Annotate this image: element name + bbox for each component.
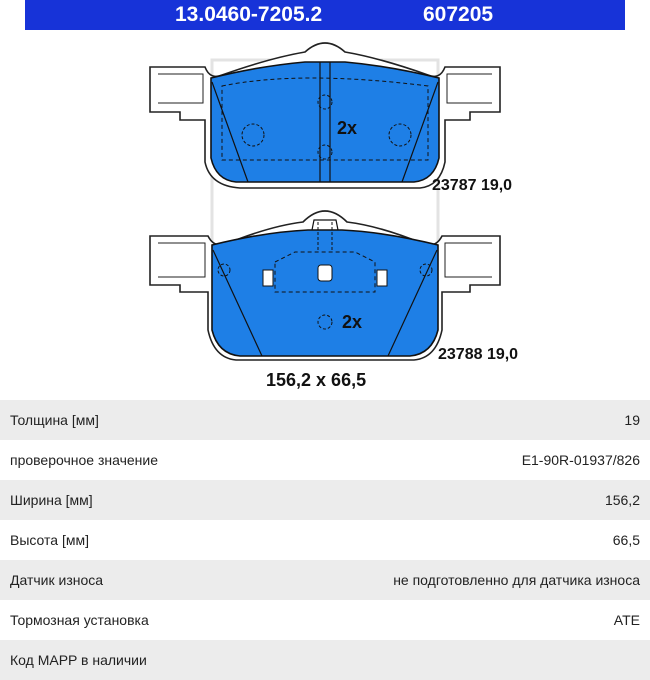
table-row	[0, 480, 650, 520]
bottom-pad-quantity: 2x	[342, 312, 363, 332]
spec-label: Код MAPP в наличии	[0, 640, 251, 680]
table-row	[0, 640, 650, 680]
spec-label: Толщина [мм]	[0, 400, 251, 440]
bottom-pad-friction	[212, 230, 438, 356]
table-row	[0, 440, 650, 480]
spec-label: Высота [мм]	[0, 520, 251, 560]
spec-value: 156,2	[251, 480, 650, 520]
pad-dimensions: 156,2 x 66,5	[266, 370, 367, 390]
spec-value: ATE	[251, 600, 650, 640]
bottom-brake-pad	[150, 211, 500, 360]
part-number: 13.0460-7205.2	[175, 3, 323, 26]
spec-value: не подготовленно для датчика износа	[251, 560, 650, 600]
spec-label: проверочное значение	[0, 440, 251, 480]
table-row	[0, 560, 650, 600]
spec-value: 19	[251, 400, 650, 440]
spec-value: 66,5	[251, 520, 650, 560]
article-code: 607205	[423, 3, 494, 26]
table-row	[0, 600, 650, 640]
top-pad-ref: 23787 19,0	[432, 177, 513, 194]
table-row	[0, 520, 650, 560]
spec-label: Датчик износа	[0, 560, 251, 600]
table-row	[0, 400, 650, 440]
specifications-table	[0, 400, 650, 680]
brake-pad-drawing	[0, 30, 650, 400]
spec-value: E1-90R-01937/826	[251, 440, 650, 480]
title-bar	[25, 0, 625, 30]
bottom-pad-ref: 23788 19,0	[438, 346, 519, 363]
spec-label: Ширина [мм]	[0, 480, 251, 520]
top-pad-quantity: 2x	[337, 118, 358, 138]
top-pad-friction	[211, 62, 439, 182]
top-brake-pad	[150, 43, 500, 188]
spec-label: Тормозная установка	[0, 600, 251, 640]
spec-value	[251, 640, 650, 680]
